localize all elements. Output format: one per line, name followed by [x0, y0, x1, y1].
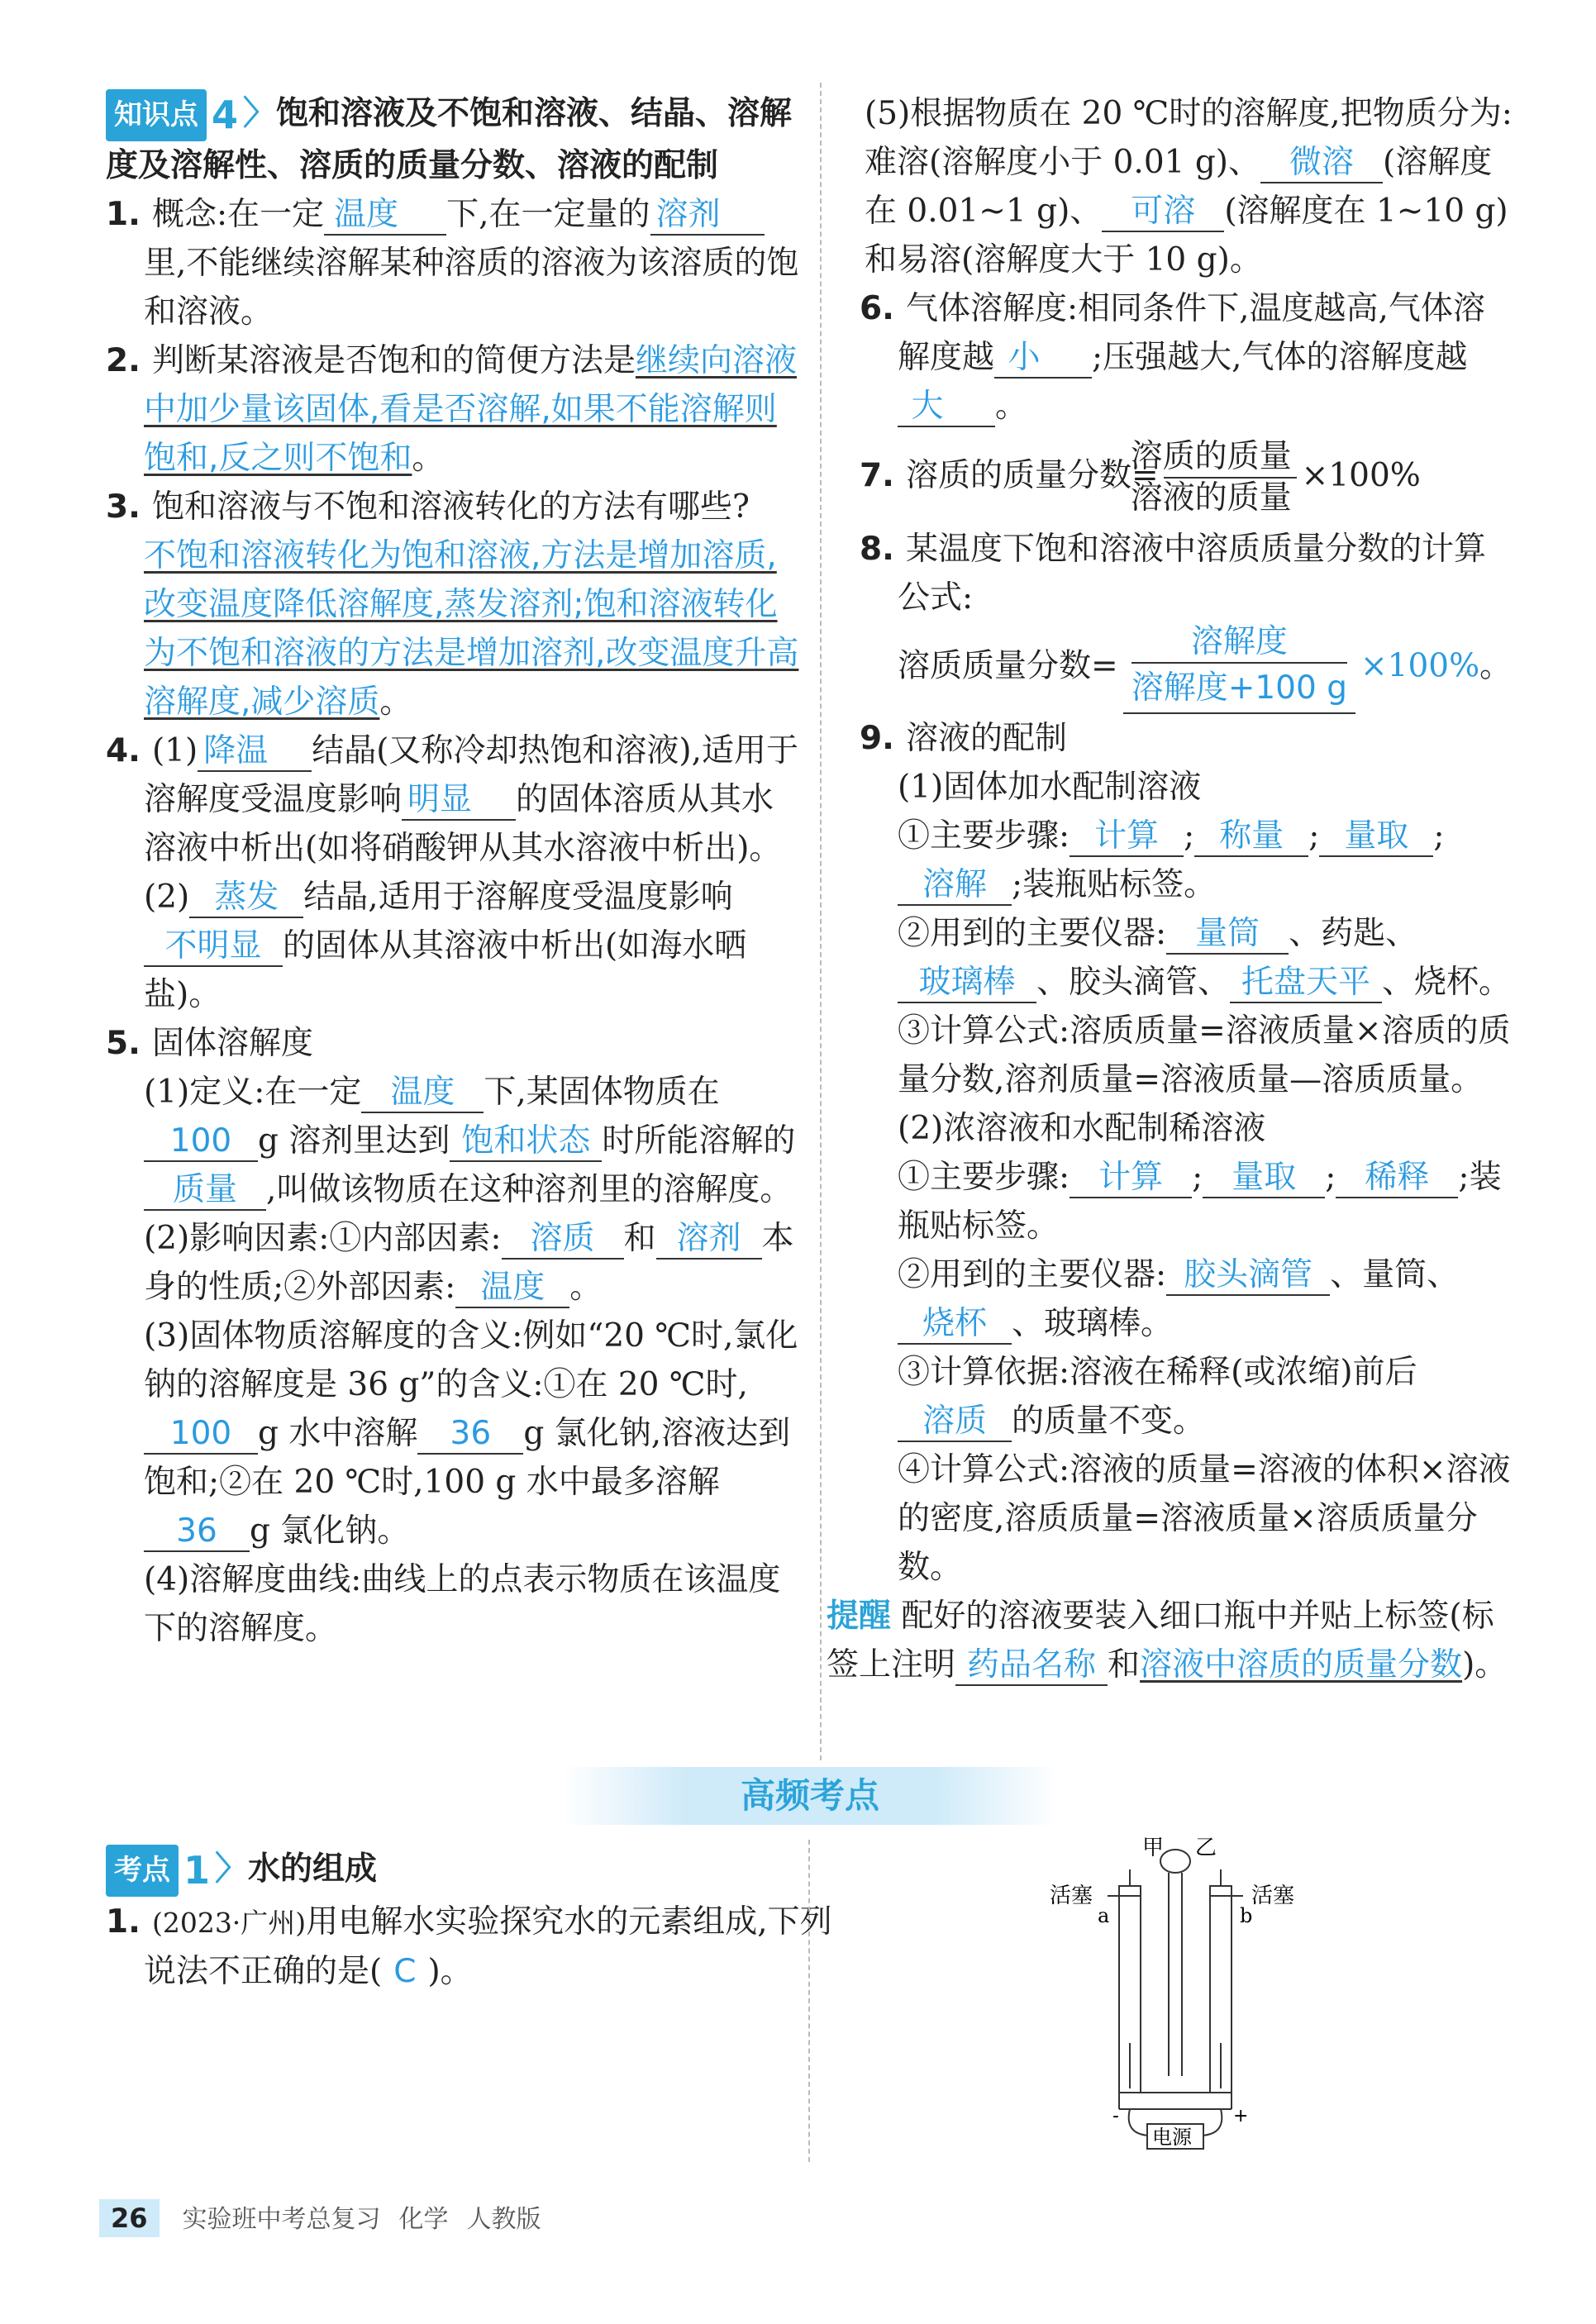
q3: 3. 饱和溶液与不饱和溶液转化的方法有哪些? 不饱和溶液转化为饱和溶液,方法是增加溶质,改变温度降低溶解度,蒸发溶剂;饱和溶液转化为不饱和溶液的方法是增加溶剂,改变温度升高溶解度,减少溶质。: [106, 488, 799, 721]
answer-blank: 可溶: [1102, 193, 1224, 232]
label-yi: 乙: [1195, 1836, 1217, 1860]
answer-blank: 玻璃棒: [898, 964, 1036, 1003]
answer: C: [393, 1953, 417, 1990]
answer-blank: 称量: [1194, 817, 1308, 857]
q9-s1b: ②用到的主要仪器: 量筒 、药匙、玻璃棒 、胶头滴管、 托盘天平 、烧杯。: [860, 909, 1513, 1007]
answer-blank: 36: [144, 1512, 250, 1552]
answer-blank: 温度: [455, 1269, 569, 1308]
column-divider: [820, 83, 822, 1760]
q4: 4. (1) 降温 结晶(又称冷却热饱和溶液),适用于溶解度受温度影响 明显 的固体溶质从其水溶液中析出(如将硝酸钾从其水溶液中析出)。: [106, 732, 799, 867]
answer-blank: 溶质: [898, 1402, 1012, 1442]
q5-factors: (2)影响因素:①内部因素: 溶质 和 溶剂 本身的性质;②外部因素: 温度 。: [106, 1214, 800, 1312]
answer-blank: 烧杯: [898, 1305, 1012, 1345]
right-column: [827, 89, 1513, 1689]
kaodian-header: [106, 1845, 377, 1897]
answer-blank: 36: [417, 1415, 523, 1455]
label-jia: 甲: [1142, 1836, 1165, 1860]
q9-s1c: ③计算公式:溶质质量=溶液质量×溶质的质量分数,溶剂质量=溶液质量—溶质质量。: [898, 1012, 1511, 1098]
answer-blank: 胶头滴管: [1166, 1256, 1330, 1296]
q5-definition: (1)定义:在一定 温度 下,某固体物质在100 g 溶剂里达到 饱和状态 时所能溶解的质量 ,叫做该物质在这种溶剂里的溶解度。: [106, 1068, 800, 1214]
answer-blank: 质量: [144, 1171, 266, 1211]
question-1: 1. (2023·广州)用电解水实验探究水的元素组成,下列说法不正确的是( C )。: [106, 1903, 832, 1990]
q9-s2c: ③计算依据:溶液在稀释(或浓缩)前后溶质 的质量不变。: [860, 1348, 1513, 1445]
answer-blank: 溶液中溶质的质量分数: [1140, 1646, 1463, 1683]
q8-formula: 溶质质量分数= $\frac{\text{溶解度}}{\text{溶解度+100 g}} \times 100\%$。: [860, 622, 1513, 714]
high-frequency-banner: 高频考点: [562, 1767, 1058, 1825]
label-plus: +: [1233, 2106, 1249, 2126]
label-b: b: [1240, 1904, 1253, 1927]
answer-blank: 温度: [361, 1074, 484, 1113]
q9-s1: (1)固体加水配制溶液: [898, 769, 1202, 806]
answer-blank: 量筒: [1166, 915, 1289, 955]
answer-blank: 温度: [324, 196, 446, 236]
left-column: [106, 89, 800, 1653]
section-header: [106, 89, 800, 190]
answer-blank: 量取: [1203, 1159, 1325, 1198]
q5-curve: (4)溶解度曲线:曲线上的点表示物质在该温度下的溶解度。: [144, 1561, 781, 1647]
knowledge-num: 4: [212, 93, 239, 137]
answer-blank: 蒸发: [189, 879, 303, 918]
chevron-right-icon: 〉: [215, 1850, 249, 1888]
column-divider-2: [808, 1840, 810, 2162]
answer-blank: 微溶: [1260, 144, 1383, 183]
q4-part2: (2) 蒸发 结晶,适用于溶解度受温度影响不明显 的固体从其溶液中析出(如海水晒盐)。: [144, 879, 747, 1013]
tip: 提醒 配好的溶液要装入细口瓶中并贴上标签(标签上注明 药品名称 和溶液中溶质的质量分数)。: [827, 1592, 1513, 1689]
q9-s2b: ②用到的主要仪器: 胶头滴管 、量筒、烧杯 、玻璃棒。: [860, 1250, 1513, 1348]
kaodian-num: 1: [183, 1848, 211, 1893]
q5-meaning: (3)固体物质溶解度的含义:例如“20 ℃时,氯化钠的溶解度是 36 g”的含义:①在 20 ℃时,100 g 水中溶解 36 g 氯化钠,溶液达到饱和;②在 20 ℃时,100 g 水中最多溶解36 g 氯化钠。: [106, 1312, 800, 1555]
q5: 5. 固体溶解度: [106, 1025, 313, 1062]
answer-blank: 继续向溶液中加少量该固体,看是否溶解,如果不能溶解则饱和,反之则不饱和: [144, 342, 797, 477]
kaodian-title: 水的组成: [248, 1850, 378, 1888]
tip-label: 提醒: [827, 1598, 892, 1635]
q1: 1. 概念:在一定 温度 下,在一定量的 溶剂里,不能继续溶解某种溶质的溶液为该溶质的饱和溶液。: [106, 196, 799, 331]
answer-blank: 计算: [1070, 1159, 1192, 1198]
answer-blank: 降温: [198, 732, 312, 772]
answer-blank: 不饱和溶液转化为饱和溶液,方法是增加溶质,改变温度降低溶解度,蒸发溶剂;饱和溶液转化为不饱和溶液的方法是增加溶剂,改变温度升高溶解度,减少溶质: [144, 537, 799, 721]
p5: (5)根据物质在 20 ℃时的溶解度,把物质分为:难溶(溶解度小于 0.01 g)、 微溶 (溶解度在 0.01~1 g)、 可溶 (溶解度在 1~10 g)和易溶(溶解度大于 10 g)。: [865, 95, 1513, 279]
q6: 6. 气体溶解度:相同条件下,温度越高,气体溶解度越 小 ;压强越大,气体的溶解度越大 。: [860, 284, 1513, 431]
label-valve-right: 活塞: [1251, 1883, 1295, 1908]
answer-blank: 药品名称: [955, 1646, 1108, 1686]
label-valve-left: 活塞: [1050, 1883, 1093, 1908]
electrolysis-apparatus: [1050, 1836, 1331, 2150]
q8: 8. 某温度下饱和溶液中溶质质量分数的计算公式:: [860, 531, 1486, 617]
page-number: 26: [99, 2199, 160, 2237]
answer-blank: 100: [144, 1415, 258, 1455]
label-power: 电源: [1152, 2126, 1192, 2149]
q2: 2. 判断某溶液是否饱和的简便方法是继续向溶液中加少量该固体,看是否溶解,如果不能溶解则饱和,反之则不饱和。: [106, 342, 797, 477]
kaodian-tag: 考点: [106, 1845, 179, 1897]
answer-blank: 小: [994, 339, 1092, 379]
answer-blank: 溶质: [502, 1220, 624, 1260]
fraction: $\frac{\text{溶质的质量}}{\text{溶液的质量}}$: [1164, 437, 1297, 518]
chevron-right-icon: 〉: [243, 94, 277, 132]
q7: 7. 溶质的质量分数= $\frac{\text{溶质的质量}}{\text{溶液的质量}}$ ×100%: [860, 438, 1421, 517]
section-title: 饱和溶液及不饱和溶液、结晶、溶解度及溶解性、溶质的质量分数、溶液的配制: [106, 95, 793, 184]
answer-blank: 明显: [402, 781, 516, 821]
answer-blank: 溶剂: [650, 196, 765, 236]
q9-s2a: ①主要步骤: 计算 ; 量取 ; 稀释 ;装瓶贴标签。: [898, 1159, 1502, 1245]
answer-blank: 不明显: [144, 927, 283, 967]
q9-s2d: ④计算公式:溶液的质量=溶液的体积×溶液的密度,溶质质量=溶液质量×溶质质量分数。: [898, 1451, 1511, 1586]
knowledge-tag: 知识点: [106, 89, 207, 141]
answer-blank: 量取: [1319, 817, 1433, 857]
label-a: a: [1098, 1904, 1110, 1927]
q9-s2: (2)浓溶液和水配制稀溶液: [898, 1110, 1266, 1147]
q9: 9. 溶液的配制: [860, 720, 1067, 757]
answer-blank: 溶解: [898, 866, 1012, 906]
answer-blank: 大: [898, 388, 995, 427]
q9-s1a: ①主要步骤: 计算 ; 称量 ; 量取 ;溶解 ;装瓶贴标签。: [860, 812, 1513, 909]
book-title: 实验班中考总复习: [182, 2205, 381, 2234]
answer-blank: 饱和状态: [450, 1122, 602, 1162]
answer-blank: 100: [144, 1122, 258, 1162]
answer-blank: 托盘天平: [1230, 964, 1382, 1003]
answer-blank: 溶剂: [656, 1220, 762, 1260]
subject: 化学: [398, 2205, 449, 2234]
answer-blank: 稀释: [1336, 1159, 1458, 1198]
answer-blank: 计算: [1070, 817, 1184, 857]
fraction-answer: $\frac{\text{溶解度}}{\text{溶解度+100 g}}$: [1123, 622, 1355, 714]
footer: [99, 2198, 560, 2237]
label-minus: -: [1112, 2106, 1119, 2126]
edition: 人教版: [466, 2205, 541, 2234]
